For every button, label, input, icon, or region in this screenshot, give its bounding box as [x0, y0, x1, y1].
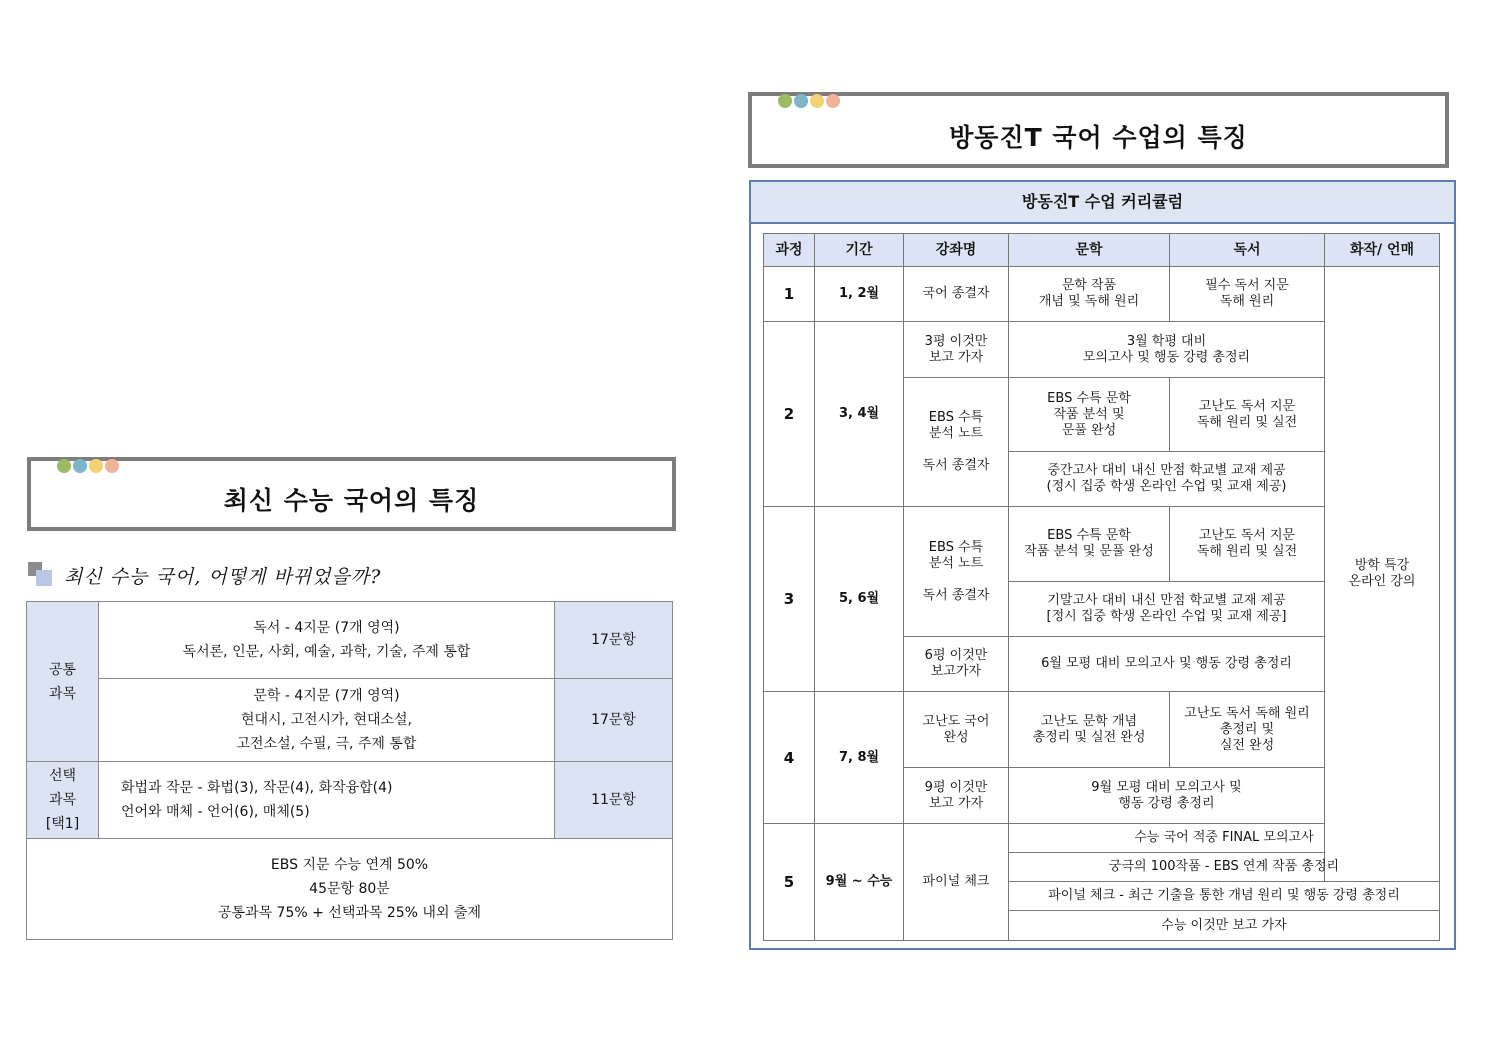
course-5-number: 5 — [764, 824, 815, 941]
right-title-box — [748, 92, 1449, 168]
literature-count: 17문항 — [555, 679, 673, 762]
course-2-ebs-literature: EBS 수특 문학 작품 분석 및 문풀 완성 — [1009, 378, 1170, 452]
course-2-midterm: 중간고사 대비 내신 만점 학교별 교재 제공 (정시 집중 학생 온라인 수업 및 교재 제공) — [1009, 452, 1325, 507]
dot-blue — [794, 94, 808, 108]
course-3-ebs-name: EBS 수특 분석 노트 독서 종결자 — [904, 507, 1009, 637]
vacation-online-cell: 방학 특강 온라인 강의 — [1325, 267, 1440, 882]
header-course-name: 강좌명 — [904, 234, 1009, 267]
final-item: 파이널 체크 - 최근 기출을 통한 개념 원리 및 행동 강령 총정리 — [1009, 882, 1440, 911]
course-1-name: 국어 종결자 — [904, 267, 1009, 322]
course-4-advanced-name: 고난도 국어 완성 — [904, 692, 1009, 768]
exam-summary-cell: EBS 지문 수능 연계 50% 45문항 80분 공통과목 75% + 선택과목 25% 내외 출제 — [27, 839, 673, 940]
course-2-number: 2 — [764, 322, 815, 507]
curriculum-panel — [749, 180, 1456, 950]
course-3-mock-name: 6평 이것만 보고가자 — [904, 637, 1009, 692]
curriculum-table — [763, 233, 1440, 941]
square-bullet-icon — [28, 562, 54, 588]
reading-count: 17문항 — [555, 602, 673, 679]
final-item: 궁극의 100작품 - EBS 연계 작품 총정리 — [1009, 853, 1440, 882]
dot-yellow — [810, 94, 824, 108]
course-3-ebs-reading: 고난도 독서 지문 독해 원리 및 실전 — [1170, 507, 1325, 582]
dot-green — [778, 94, 792, 108]
dot-green — [57, 459, 71, 473]
course-4-number: 4 — [764, 692, 815, 824]
final-item: 수능 국어 적중 FINAL 모의고사 — [1009, 824, 1440, 853]
literature-cell: 문학 - 4지문 (7개 영역) 현대시, 고전시가, 현대소설, 고전소설, 수필, 극, 주제 통합 — [99, 679, 555, 762]
course-2-mock-name: 3평 이것만 보고 가자 — [904, 322, 1009, 378]
course-3-ebs-literature: EBS 수특 문학 작품 분석 및 문풀 완성 — [1009, 507, 1170, 582]
course-1-literature: 문학 작품 개념 및 독해 원리 — [1009, 267, 1170, 322]
course-2-mock-content: 3월 학평 대비 모의고사 및 행동 강령 총정리 — [1009, 322, 1325, 378]
decorative-dots — [778, 94, 840, 108]
course-1-period: 1, 2월 — [815, 267, 904, 322]
course-5-period: 9월 ~ 수능 — [815, 824, 904, 941]
course-4-mock-name: 9평 이것만 보고 가자 — [904, 768, 1009, 824]
header-reading: 독서 — [1170, 234, 1325, 267]
left-title-box — [27, 457, 676, 531]
course-1-number: 1 — [764, 267, 815, 322]
final-item: 수능 이것만 보고 가자 — [1009, 911, 1440, 941]
exam-structure-table — [26, 601, 673, 940]
course-4-mock-content: 9월 모평 대비 모의고사 및 행동 강령 총정리 — [1009, 768, 1325, 824]
course-3-finals: 기말고사 대비 내신 만점 학교별 교재 제공 [정시 집중 학생 온라인 수업 및 교재 제공] — [1009, 582, 1325, 637]
course-5-name: 파이널 체크 — [904, 824, 1009, 941]
course-4-advanced-reading: 고난도 독서 독해 원리 총정리 및 실전 완성 — [1170, 692, 1325, 768]
course-2-period: 3, 4월 — [815, 322, 904, 507]
subheading-text: 최신 수능 국어, 어떻게 바뀌었을까? — [64, 565, 382, 588]
course-4-period: 7, 8월 — [815, 692, 904, 824]
course-2-ebs-reading: 고난도 독서 지문 독해 원리 및 실전 — [1170, 378, 1325, 452]
elective-subject-label: 선택 과목 [택1] — [27, 762, 99, 839]
decorative-dots — [57, 459, 119, 473]
course-4-advanced-literature: 고난도 문학 개념 총정리 및 실전 완성 — [1009, 692, 1170, 768]
course-3-mock-content: 6월 모평 대비 모의고사 및 행동 강령 총정리 — [1009, 637, 1325, 692]
header-period: 기간 — [815, 234, 904, 267]
common-subject-label: 공통 과목 — [27, 602, 99, 762]
elective-cell: 화법과 작문 - 화법(3), 작문(4), 화작융합(4) 언어와 매체 - 언어(6), 매체(5) — [99, 762, 555, 839]
course-2-ebs-name: EBS 수특 분석 노트 독서 종결자 — [904, 378, 1009, 507]
header-speech-language: 화작/ 언매 — [1325, 234, 1440, 267]
dot-peach — [826, 94, 840, 108]
reading-cell: 독서 - 4지문 (7개 영역) 독서론, 인문, 사회, 예술, 과학, 기술, 주제 통합 — [99, 602, 555, 679]
curriculum-heading: 방동진T 수업 커리큘럼 — [751, 182, 1454, 224]
dot-peach — [105, 459, 119, 473]
course-3-number: 3 — [764, 507, 815, 692]
dot-yellow — [89, 459, 103, 473]
header-course-no: 과정 — [764, 234, 815, 267]
course-3-period: 5, 6월 — [815, 507, 904, 692]
right-title-text: 방동진T 국어 수업의 특징 — [949, 123, 1248, 152]
header-literature: 문학 — [1009, 234, 1170, 267]
subheading — [28, 561, 381, 589]
elective-count: 11문항 — [555, 762, 673, 839]
dot-blue — [73, 459, 87, 473]
left-title-text: 최신 수능 국어의 특징 — [223, 486, 480, 515]
course-1-reading: 필수 독서 지문 독해 원리 — [1170, 267, 1325, 322]
